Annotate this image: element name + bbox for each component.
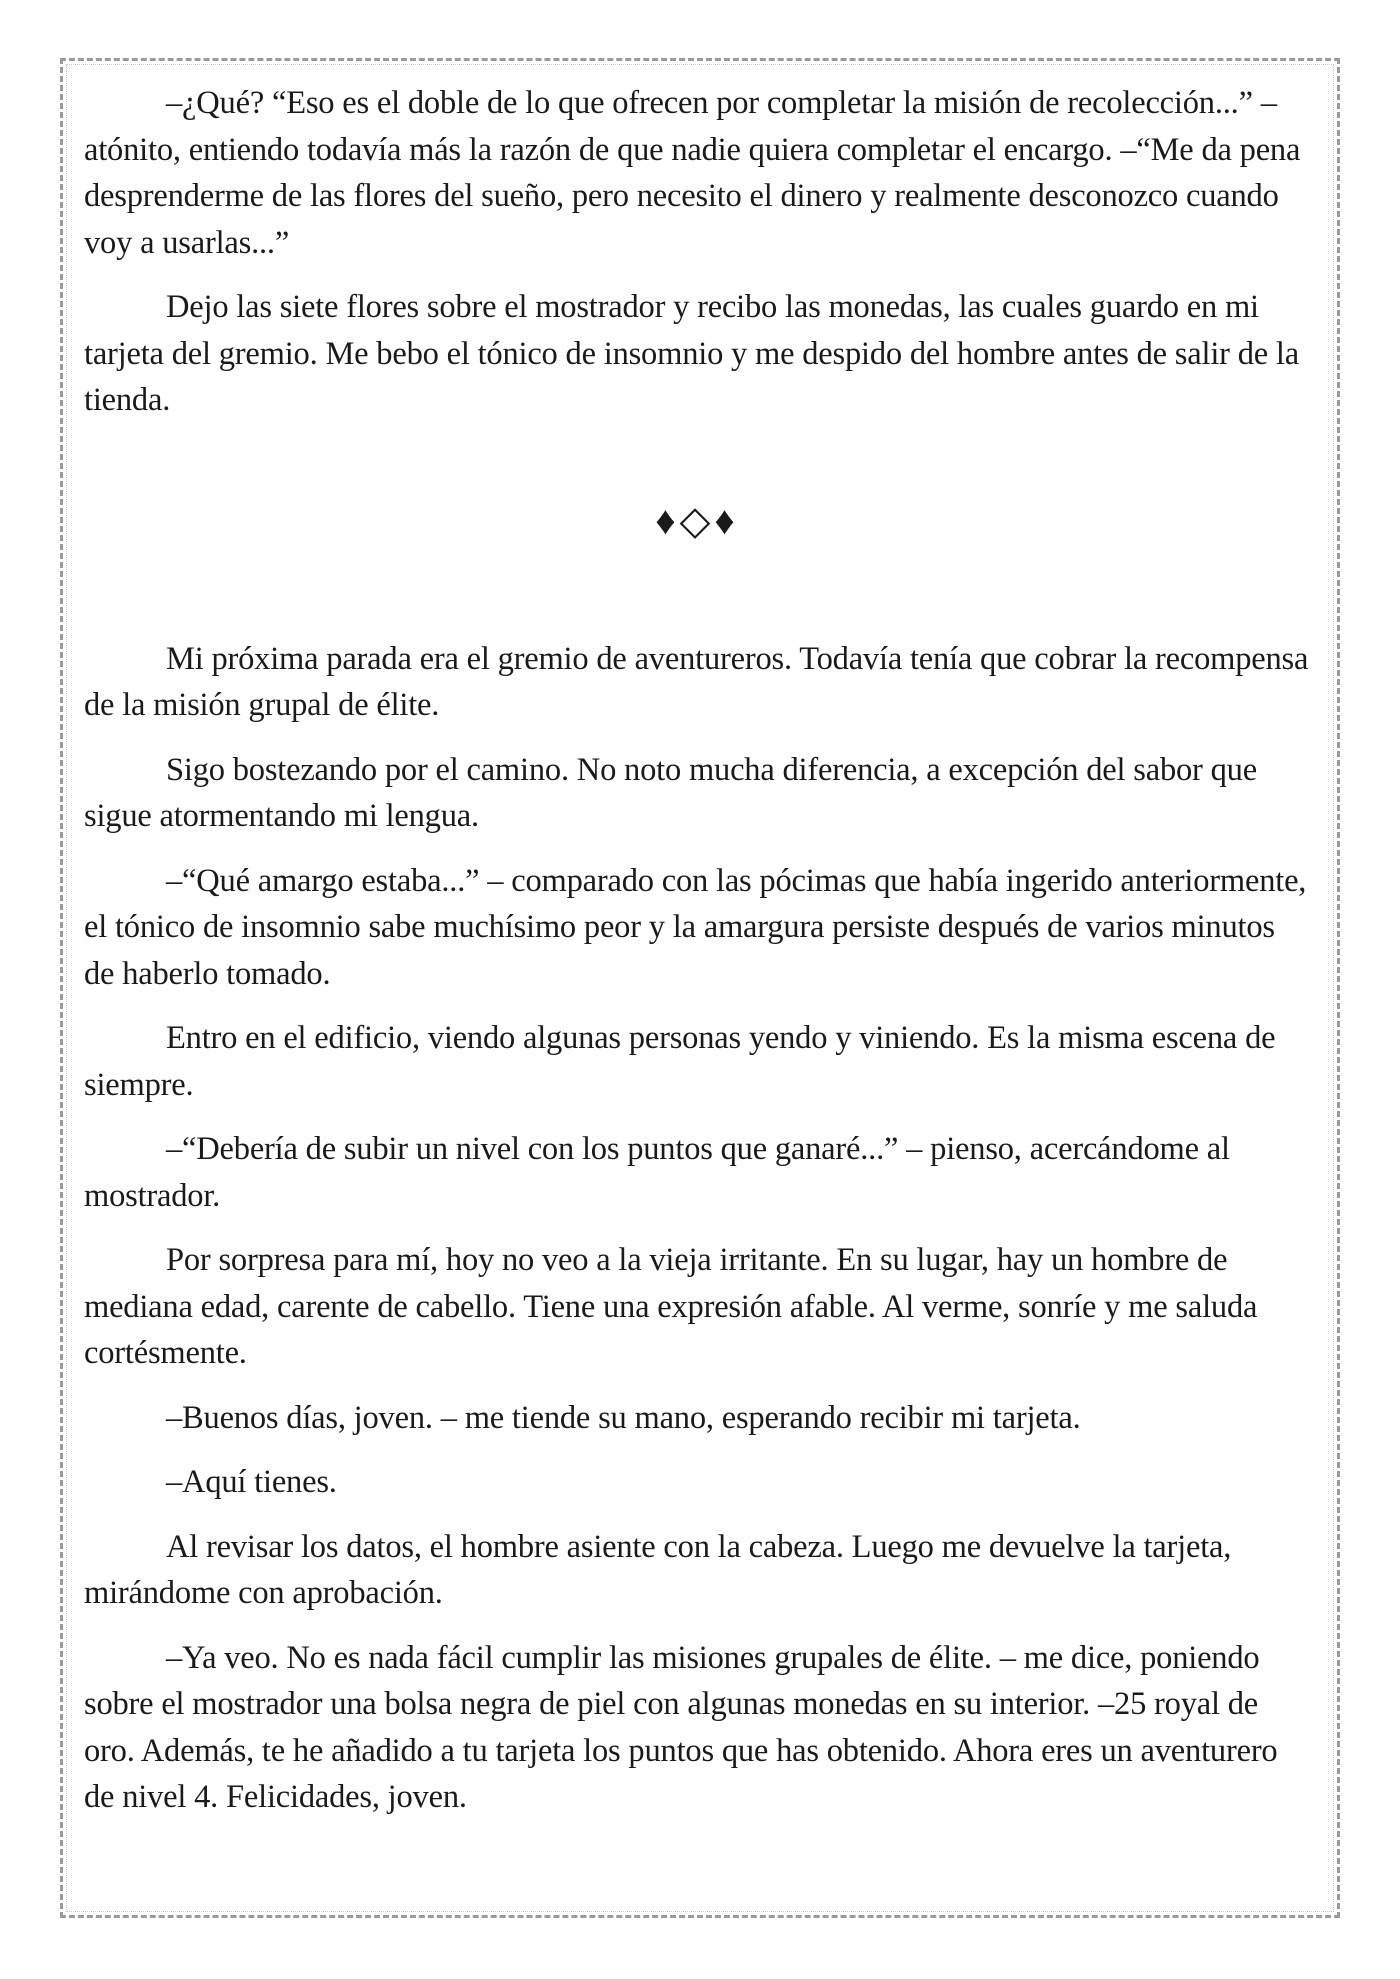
paragraph: –¿Qué? “Eso es el doble de lo que ofrecen por completar la misión de recolección...” – atónito, entiendo todavía más la razón de que nadie quiera completar el encargo. –“Me da pena desprenderme de las flores del sueño, pero necesito el dinero y realmente desconozco cuando voy a usarlas...” (84, 85, 1301, 261)
paragraph: –Buenos días, joven. – me tiende su mano, esperando recibir mi tarjeta. (166, 1399, 1081, 1436)
paragraph: Sigo bostezando por el camino. No noto mucha diferencia, a excepción del sabor que sigue atormentando mi lengua. (84, 751, 1257, 834)
paragraph: –Ya veo. No es nada fácil cumplir las misiones grupales de élite. – me dice, poniendo sobre el mostrador una bolsa negra de piel con algunas monedas en su interior. –25 royal de oro. Además, te he añadido a tu tarjeta los puntos que has obtenido. Ahora eres un aventurero de nivel 4. Felicidades, joven. (84, 1639, 1278, 1815)
paragraph: Al revisar los datos, el hombre asiente con la cabeza. Luego me devuelve la tarjeta, mirándome con aprobación. (84, 1528, 1232, 1611)
paragraph: Entro en el edificio, viendo algunas personas yendo y viniendo. Es la misma escena de siempre. (84, 1020, 1276, 1103)
paragraph: –“Debería de subir un nivel con los puntos que ganaré...” – pienso, acercándome al mostrador. (84, 1131, 1230, 1214)
paragraph: Mi próxima parada era el gremio de aventureros. Todavía tenía que cobrar la recompensa de la misión grupal de élite. (84, 640, 1309, 723)
paragraph: –“Qué amargo estaba...” – comparado con las pócimas que había ingerido anteriormente, el tónico de insomnio sabe muchísimo peor y la amargura persiste después de varios minutos de haberlo tomado. (84, 862, 1307, 992)
document-body (84, 80, 1310, 1839)
paragraph: Dejo las siete flores sobre el mostrador y recibo las monedas, las cuales guardo en mi tarjeta del gremio. Me bebo el tónico de insomnio y me despido del hombre antes de salir de la tienda. (84, 289, 1299, 418)
scene-divider: ♦◇♦ (655, 497, 739, 543)
paragraph: Por sorpresa para mí, hoy no veo a la vieja irritante. En su lugar, hay un hombre de mediana edad, carente de cabello. Tiene una expresión afable. Al verme, sonríe y me saluda cortésmente. (84, 1242, 1258, 1371)
paragraph: –Aquí tienes. (166, 1464, 337, 1500)
